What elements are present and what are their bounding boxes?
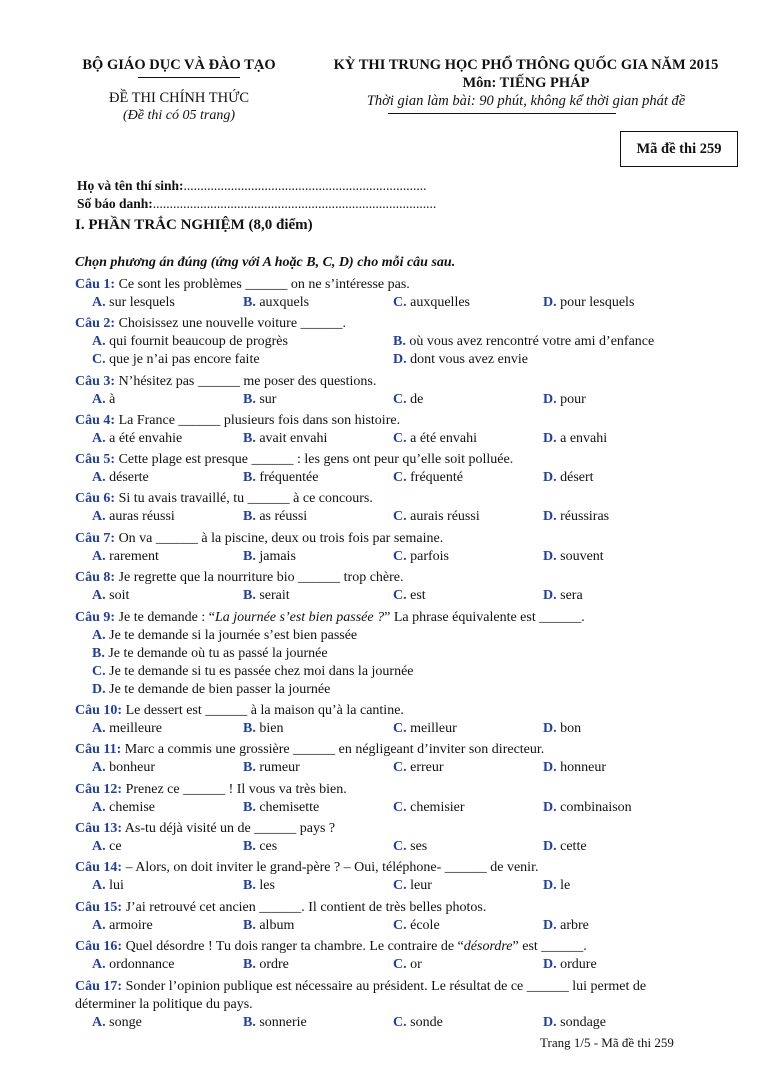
- answer-option: [243, 918, 294, 934]
- option-letter: A.: [92, 588, 106, 603]
- question-number: Câu 3:: [75, 374, 116, 389]
- option-text: dont vous avez envie: [406, 352, 528, 367]
- option-text: que je n’ai pas encore faite: [105, 352, 260, 367]
- option-letter: A.: [92, 470, 106, 485]
- option-text: auxquelles: [406, 295, 470, 310]
- answer-option: [543, 549, 604, 565]
- option-text: meilleur: [406, 721, 457, 736]
- answer-option: [92, 549, 159, 565]
- question-number: Câu 9:: [75, 610, 116, 625]
- option-letter: B.: [243, 878, 256, 893]
- option-letter: D.: [543, 392, 557, 407]
- answer-option: [92, 878, 124, 894]
- pages-note: (Đề thi có 05 trang): [123, 108, 235, 123]
- option-text: déserte: [105, 470, 149, 485]
- field-dots: ....................................................................................: [152, 196, 437, 211]
- option-text: bien: [255, 721, 284, 736]
- option-text: album: [255, 918, 295, 933]
- answer-option: [393, 588, 426, 604]
- question-text-part: As-tu déjà visité un de ______ pays ?: [122, 821, 336, 836]
- question-number: Câu 10:: [75, 703, 123, 718]
- option-text: fréquentée: [255, 470, 319, 485]
- option-letter: C.: [393, 549, 407, 564]
- question-number: Câu 6:: [75, 491, 116, 506]
- answer-option: [543, 1015, 606, 1031]
- question-text-part: ” est ______.: [512, 939, 587, 954]
- option-letter: C.: [393, 721, 407, 736]
- answer-option: [243, 957, 289, 973]
- option-letter: D.: [543, 549, 557, 564]
- option-letter: A.: [92, 878, 106, 893]
- option-letter: A.: [92, 800, 106, 815]
- answer-option: [393, 470, 463, 486]
- question-text: [75, 860, 538, 876]
- option-text: réussiras: [556, 509, 610, 524]
- option-letter: C.: [393, 760, 407, 775]
- option-letter: C.: [393, 509, 407, 524]
- question-number: Câu 2:: [75, 316, 116, 331]
- answer-option: [243, 295, 309, 311]
- option-letter: B.: [243, 760, 256, 775]
- answer-option: [92, 646, 328, 662]
- option-letter: A.: [92, 431, 106, 446]
- answer-option: [393, 878, 432, 894]
- answer-option: [543, 839, 587, 855]
- question-text-part: Quel désordre ! Tu dois ranger ta chambre. Le contraire de “: [122, 939, 464, 954]
- answer-option: [543, 721, 581, 737]
- question-number: Câu 13:: [75, 821, 123, 836]
- divider: [138, 77, 240, 78]
- option-text: chemise: [105, 800, 155, 815]
- answer-option: [393, 1015, 443, 1031]
- option-text: les: [255, 878, 275, 893]
- option-letter: B.: [243, 431, 256, 446]
- option-text: désert: [556, 470, 594, 485]
- option-text: as réussi: [255, 509, 308, 524]
- question-number: Câu 12:: [75, 782, 123, 797]
- option-letter: A.: [92, 392, 106, 407]
- option-text: honneur: [556, 760, 607, 775]
- question-text-part: ” La phrase équivalente est ______.: [384, 610, 585, 625]
- option-letter: C.: [393, 295, 407, 310]
- option-letter: D.: [92, 682, 106, 697]
- option-letter: B.: [243, 721, 256, 736]
- answer-option: [393, 760, 444, 776]
- option-text: ces: [255, 839, 278, 854]
- option-letter: C.: [393, 470, 407, 485]
- question-text-part: Choisissez une nouvelle voiture ______.: [115, 316, 347, 331]
- option-letter: B.: [243, 295, 256, 310]
- option-letter: A.: [92, 839, 106, 854]
- answer-option: [543, 878, 570, 894]
- option-letter: A.: [92, 295, 106, 310]
- question-text: [75, 742, 544, 758]
- option-letter: D.: [543, 721, 557, 736]
- answer-option: [393, 352, 528, 368]
- question-number: Câu 17:: [75, 979, 123, 994]
- option-text: école: [406, 918, 440, 933]
- option-text: combinaison: [556, 800, 632, 815]
- question-text: [75, 782, 347, 798]
- question-text-part: Ce sont les problèmes ______ on ne s’intéresse pas.: [115, 277, 410, 292]
- question-text: [75, 374, 376, 390]
- option-letter: B.: [243, 588, 256, 603]
- answer-option: [92, 295, 175, 311]
- candidate-name-field: [77, 178, 427, 194]
- question-number: Câu 16:: [75, 939, 123, 954]
- option-letter: A.: [92, 509, 106, 524]
- option-letter: C.: [92, 352, 106, 367]
- question-number: Câu 15:: [75, 900, 123, 915]
- option-text: auras réussi: [105, 509, 175, 524]
- option-text: rumeur: [255, 760, 300, 775]
- option-letter: B.: [393, 334, 406, 349]
- question-text: [75, 900, 486, 916]
- option-text: cette: [556, 839, 587, 854]
- option-letter: A.: [92, 334, 106, 349]
- question-text-part: Le dessert est ______ à la maison qu’à la cantine.: [122, 703, 404, 718]
- option-letter: B.: [243, 549, 256, 564]
- option-text: arbre: [556, 918, 589, 933]
- option-letter: B.: [243, 957, 256, 972]
- answer-option: [543, 509, 609, 525]
- question-text: [75, 570, 404, 586]
- option-letter: B.: [243, 918, 256, 933]
- option-text: ordre: [255, 957, 289, 972]
- answer-option: [92, 839, 122, 855]
- answer-option: [543, 918, 589, 934]
- option-text: ordonnance: [105, 957, 175, 972]
- answer-option: [543, 957, 597, 973]
- option-text: qui fournit beaucoup de progrès: [105, 334, 288, 349]
- question-text-italic: La journée s’est bien passée ?: [214, 610, 385, 625]
- option-text: ordure: [556, 957, 597, 972]
- exam-subject: Môn: TIẾNG PHÁP: [462, 75, 590, 91]
- question-number: Câu 11:: [75, 742, 122, 757]
- option-letter: A.: [92, 957, 106, 972]
- question-text-part: Je te demande : “: [115, 610, 215, 625]
- answer-option: [393, 509, 480, 525]
- answer-option: [393, 334, 654, 350]
- page-footer: Trang 1/5 - Mã đề thi 259: [540, 1035, 674, 1050]
- exam-time: Thời gian làm bài: 90 phút, không kể thời gian phát đề: [366, 93, 686, 109]
- answer-option: [393, 295, 470, 311]
- option-text: a été envahi: [406, 431, 477, 446]
- option-letter: D.: [543, 1015, 557, 1030]
- option-text: souvent: [556, 549, 604, 564]
- question-text-italic: désordre: [463, 939, 513, 954]
- answer-option: [243, 878, 275, 894]
- question-text-part: Si tu avais travaillé, tu ______ à ce concours.: [115, 491, 373, 506]
- question-text-part: N’hésitez pas ______ me poser des questions.: [115, 374, 377, 389]
- option-text: Je te demande si la journée s’est bien passée: [105, 628, 358, 643]
- option-letter: C.: [393, 918, 407, 933]
- answer-option: [92, 628, 357, 644]
- answer-option: [243, 1015, 307, 1031]
- answer-option: [543, 800, 632, 816]
- option-letter: D.: [543, 957, 557, 972]
- answer-option: [92, 760, 155, 776]
- answer-option: [92, 352, 260, 368]
- question-text: [75, 277, 410, 293]
- option-text: bon: [556, 721, 582, 736]
- candidate-id-field: [77, 196, 436, 212]
- option-text: bonheur: [105, 760, 156, 775]
- option-text: Je te demande si tu es passée chez moi dans la journée: [105, 664, 414, 679]
- option-letter: C.: [393, 839, 407, 854]
- option-letter: A.: [92, 549, 106, 564]
- question-text: [75, 821, 335, 837]
- question-text-part: – Alors, on doit inviter le grand-père ? – Oui, téléphone- ______ de venir.: [122, 860, 539, 875]
- option-text: où vous avez rencontré votre ami d’enfance: [405, 334, 655, 349]
- option-text: aurais réussi: [406, 509, 480, 524]
- answer-option: [243, 509, 307, 525]
- answer-option: [243, 760, 300, 776]
- answer-option: [92, 957, 174, 973]
- answer-option: [243, 549, 296, 565]
- question-text-part: La France ______ plusieurs fois dans son histoire.: [115, 413, 401, 428]
- option-text: a envahi: [556, 431, 608, 446]
- option-text: de: [406, 392, 424, 407]
- option-letter: B.: [243, 1015, 256, 1030]
- answer-option: [92, 588, 129, 604]
- option-text: ses: [406, 839, 428, 854]
- answer-option: [92, 431, 182, 447]
- answer-option: [393, 549, 449, 565]
- question-number: Câu 14:: [75, 860, 123, 875]
- option-text: soit: [105, 588, 130, 603]
- option-text: est: [406, 588, 426, 603]
- option-text: fréquenté: [406, 470, 463, 485]
- option-letter: B.: [92, 646, 105, 661]
- option-text: serait: [255, 588, 290, 603]
- option-text: songe: [105, 1015, 142, 1030]
- answer-option: [393, 918, 440, 934]
- option-letter: B.: [243, 800, 256, 815]
- option-letter: D.: [543, 509, 557, 524]
- option-text: jamais: [255, 549, 296, 564]
- question-text: [75, 703, 404, 719]
- doc-type: ĐỀ THI CHÍNH THỨC: [108, 90, 249, 106]
- question-number: Câu 1:: [75, 277, 116, 292]
- answer-option: [543, 295, 634, 311]
- question-number: Câu 5:: [75, 452, 116, 467]
- answer-option: [243, 470, 318, 486]
- answer-option: [92, 1015, 142, 1031]
- option-text: sondage: [556, 1015, 607, 1030]
- answer-option: [243, 392, 276, 408]
- ministry-title: BỘ GIÁO DỤC VÀ ĐÀO TẠO: [82, 57, 276, 73]
- option-letter: A.: [92, 918, 106, 933]
- question-text: [75, 491, 373, 507]
- answer-option: [92, 509, 175, 525]
- option-letter: D.: [543, 470, 557, 485]
- answer-option: [393, 721, 457, 737]
- option-text: a été envahie: [105, 431, 183, 446]
- exam-code-box: Mã đề thi 259: [620, 131, 738, 167]
- option-text: chemisier: [406, 800, 465, 815]
- answer-option: [393, 839, 427, 855]
- divider: [388, 113, 616, 114]
- question-number: Câu 8:: [75, 570, 116, 585]
- answer-option: [92, 918, 153, 934]
- exam-title: KỲ THI TRUNG HỌC PHỔ THÔNG QUỐC GIA NĂM 2015: [333, 57, 719, 73]
- option-text: sonnerie: [255, 1015, 307, 1030]
- option-letter: D.: [543, 760, 557, 775]
- answer-option: [543, 470, 594, 486]
- option-text: avait envahi: [255, 431, 328, 446]
- option-text: Je te demande où tu as passé la journée: [104, 646, 328, 661]
- question-text: [75, 979, 646, 995]
- question-text: [75, 939, 587, 955]
- answer-option: [92, 470, 149, 486]
- option-text: chemisette: [255, 800, 320, 815]
- option-text: parfois: [406, 549, 450, 564]
- answer-option: [393, 431, 477, 447]
- question-text: [75, 316, 346, 332]
- option-text: sonde: [406, 1015, 443, 1030]
- field-label: Họ và tên thí sinh:: [77, 178, 184, 193]
- option-letter: C.: [393, 588, 407, 603]
- option-text: rarement: [105, 549, 159, 564]
- answer-option: [543, 588, 583, 604]
- option-letter: D.: [543, 800, 557, 815]
- answer-option: [393, 392, 423, 408]
- section-title: I. PHẦN TRẮC NGHIỆM (8,0 điểm): [75, 217, 313, 233]
- question-text-part: Sonder l’opinion publique est nécessaire au président. Le résultat de ce ______ lui permet de: [122, 979, 647, 994]
- answer-option: [92, 682, 330, 698]
- option-letter: A.: [92, 1015, 106, 1030]
- answer-option: [243, 800, 319, 816]
- option-text: armoire: [105, 918, 153, 933]
- option-letter: D.: [543, 878, 557, 893]
- answer-option: [393, 800, 465, 816]
- option-text: leur: [406, 878, 432, 893]
- option-letter: D.: [543, 295, 557, 310]
- answer-option: [92, 392, 115, 408]
- answer-option: [92, 721, 162, 737]
- answer-option: [92, 800, 155, 816]
- option-letter: D.: [543, 918, 557, 933]
- option-text: auxquels: [255, 295, 310, 310]
- answer-option: [543, 392, 586, 408]
- answer-option: [92, 334, 288, 350]
- question-text: [75, 531, 443, 547]
- option-letter: D.: [393, 352, 407, 367]
- question-text-part: Je regrette que la nourriture bio ______ trop chère.: [115, 570, 404, 585]
- option-letter: B.: [243, 839, 256, 854]
- answer-option: [243, 721, 283, 737]
- option-letter: C.: [393, 1015, 407, 1030]
- option-letter: C.: [393, 800, 407, 815]
- option-letter: D.: [543, 839, 557, 854]
- option-letter: C.: [92, 664, 106, 679]
- question-text: [75, 413, 400, 429]
- option-text: ce: [105, 839, 122, 854]
- option-letter: B.: [243, 392, 256, 407]
- option-letter: B.: [243, 509, 256, 524]
- field-dots: ........................................................................: [183, 178, 427, 193]
- option-text: pour: [556, 392, 586, 407]
- option-text: le: [556, 878, 571, 893]
- option-letter: C.: [393, 431, 407, 446]
- option-text: meilleure: [105, 721, 162, 736]
- option-text: lui: [105, 878, 124, 893]
- question-text-part: Marc a commis une grossière ______ en négligeant d’inviter son directeur.: [121, 742, 545, 757]
- option-text: or: [406, 957, 422, 972]
- option-letter: A.: [92, 760, 106, 775]
- field-label: Số báo danh:: [77, 196, 153, 211]
- option-letter: D.: [543, 588, 557, 603]
- option-text: erreur: [406, 760, 444, 775]
- answer-option: [393, 957, 422, 973]
- question-text: [75, 610, 585, 626]
- instruction: Chọn phương án đúng (ứng với A hoặc B, C, D) cho mỗi câu sau.: [75, 255, 456, 270]
- question-text-part: On va ______ à la piscine, deux ou trois fois par semaine.: [115, 531, 444, 546]
- answer-option: [243, 431, 327, 447]
- option-text: sera: [556, 588, 583, 603]
- answer-option: [543, 431, 607, 447]
- option-text: à: [105, 392, 116, 407]
- option-letter: C.: [393, 878, 407, 893]
- option-text: Je te demande de bien passer la journée: [105, 682, 331, 697]
- option-letter: C.: [393, 957, 407, 972]
- question-number: Câu 4:: [75, 413, 116, 428]
- question-text-line2: déterminer la politique du pays.: [75, 997, 253, 1012]
- option-letter: D.: [543, 431, 557, 446]
- option-letter: A.: [92, 628, 106, 643]
- option-text: sur: [255, 392, 277, 407]
- option-letter: C.: [393, 392, 407, 407]
- question-number: Câu 7:: [75, 531, 116, 546]
- question-text-part: Cette plage est presque ______ : les gens ont peur qu’elle soit polluée.: [115, 452, 514, 467]
- answer-option: [92, 664, 414, 680]
- question-text-part: J’ai retrouvé cet ancien ______. Il contient de très belles photos.: [122, 900, 487, 915]
- option-text: sur lesquels: [105, 295, 175, 310]
- question-text-part: Prenez ce ______ ! Il vous va très bien.: [122, 782, 347, 797]
- answer-option: [243, 839, 277, 855]
- option-text: pour lesquels: [556, 295, 635, 310]
- answer-option: [243, 588, 290, 604]
- option-letter: B.: [243, 470, 256, 485]
- answer-option: [543, 760, 606, 776]
- question-text: [75, 452, 513, 468]
- option-letter: A.: [92, 721, 106, 736]
